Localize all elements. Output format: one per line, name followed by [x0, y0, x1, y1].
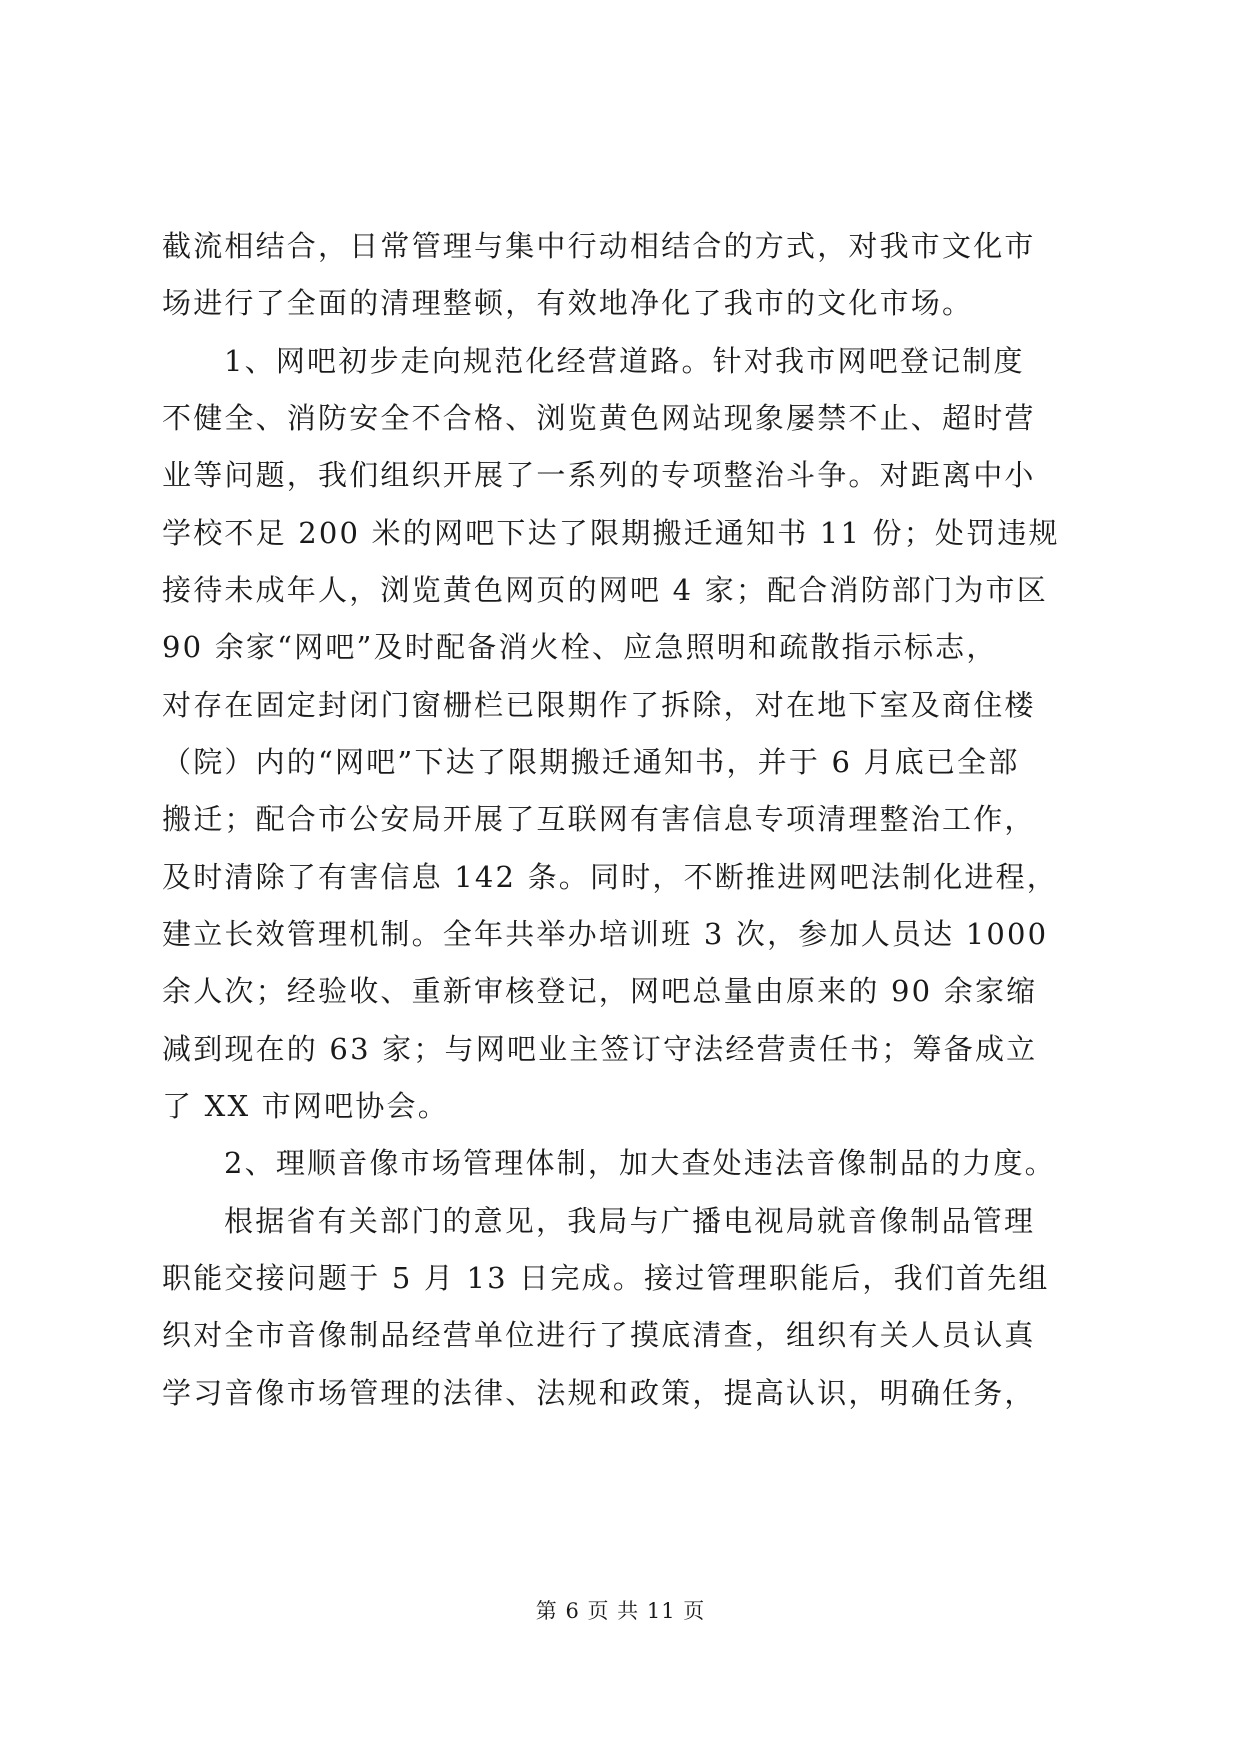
- page-number-label: 第 6 页 共 11 页: [535, 1599, 706, 1623]
- text-line: 学习音像市场管理的法律、法规和政策，提高认识，明确任务，: [162, 1376, 1036, 1410]
- text-line: 建立长效管理机制。全年共举办培训班 3 次，参加人员达 1000: [162, 917, 1049, 951]
- text-line: 场进行了全面的清理整顿，有效地净化了我市的文化市场。: [162, 286, 974, 320]
- text-line: 及时清除了有害信息 142 条。同时，不断推进网吧法制化进程，: [162, 860, 1058, 894]
- text-line: 学校不足 200 米的网吧下达了限期搬迁通知书 11 份；处罚违规: [162, 516, 1060, 550]
- text-line: 接待未成年人，浏览黄色网页的网吧 4 家；配合消防部门为市区: [162, 573, 1048, 607]
- text-line: 职能交接问题于 5 月 13 日完成。接过管理职能后，我们首先组: [162, 1261, 1050, 1295]
- text-line: 了 XX 市网吧协会。: [162, 1089, 449, 1123]
- page-footer: [0, 1596, 1241, 1626]
- text-line: 织对全市音像制品经营单位进行了摸底清查，组织有关人员认真: [162, 1318, 1036, 1352]
- text-line: 业等问题，我们组织开展了一系列的专项整治斗争。对距离中小: [162, 458, 1036, 492]
- text-line: （院）内的“网吧”下达了限期搬迁通知书，并于 6 月底已全部: [162, 745, 1020, 779]
- text-line: 余人次；经验收、重新审核登记，网吧总量由原来的 90 余家缩: [162, 974, 1038, 1008]
- paragraph-heading-2: 2、理顺音像市场管理体制，加大查处违法音像制品的力度。: [224, 1146, 1056, 1180]
- text-line: 90 余家“网吧”及时配备消火栓、应急照明和疏散指示标志，: [162, 630, 998, 664]
- text-line: 搬迁；配合市公安局开展了互联网有害信息专项清理整治工作，: [162, 802, 1036, 836]
- text-line: 对存在固定封闭门窗栅栏已限期作了拆除，对在地下室及商住楼: [162, 688, 1036, 722]
- text-line: 截流相结合，日常管理与集中行动相结合的方式，对我市文化市: [162, 229, 1036, 263]
- text-line: 不健全、消防安全不合格、浏览黄色网站现象屡禁不止、超时营: [162, 401, 1036, 435]
- paragraph-heading-1: 1、网吧初步走向规范化经营道路。针对我市网吧登记制度: [224, 344, 1025, 378]
- text-line: 根据省有关部门的意见，我局与广播电视局就音像制品管理: [224, 1204, 1036, 1238]
- text-line: 减到现在的 63 家；与网吧业主签订守法经营责任书；筹备成立: [162, 1032, 1038, 1066]
